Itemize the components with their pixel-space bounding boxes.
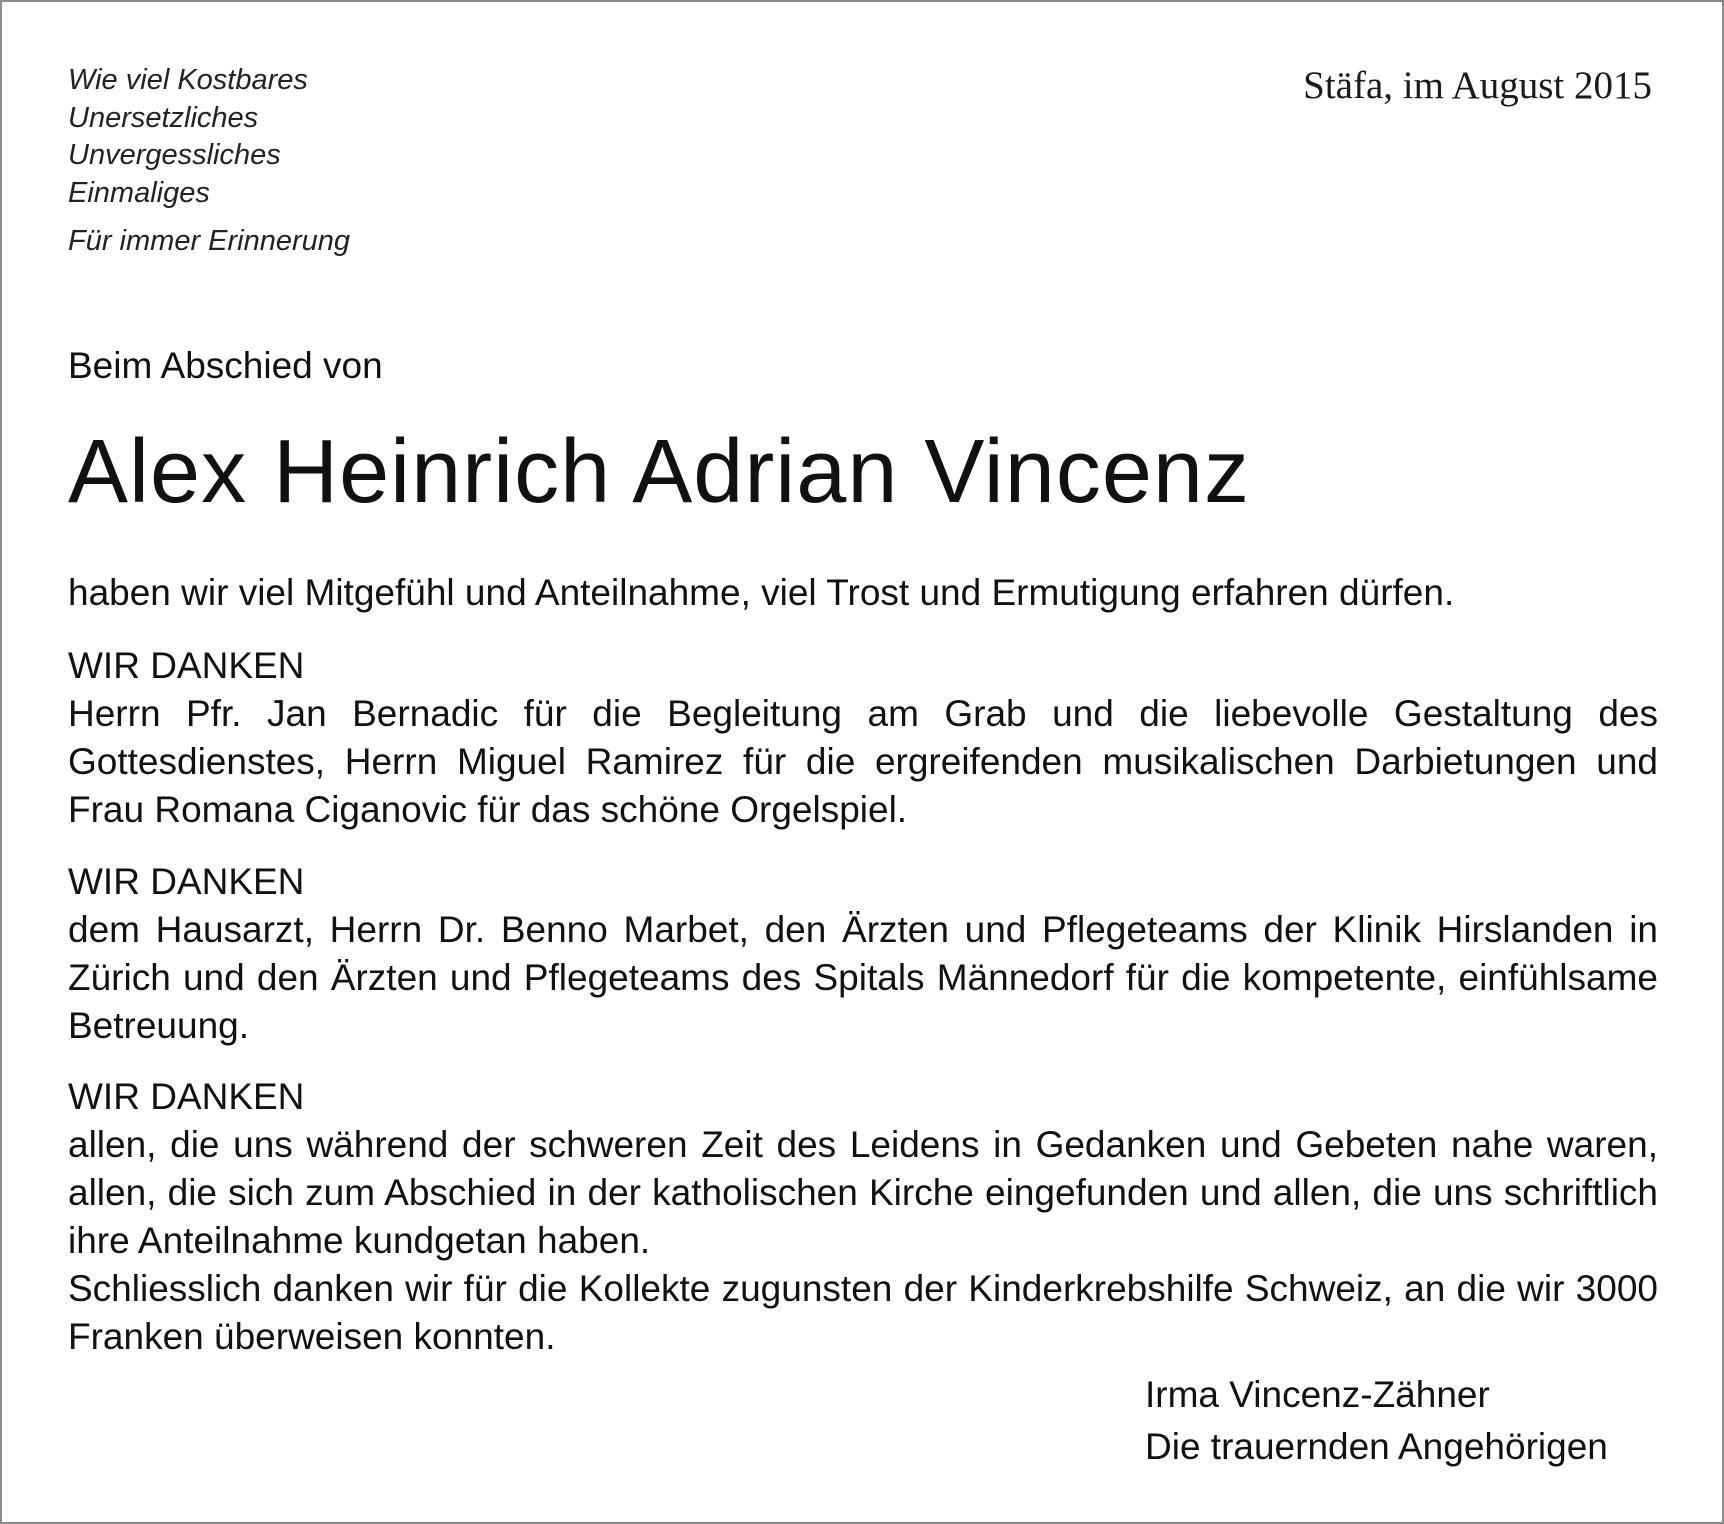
thanks-paragraph: allen, die uns während der schweren Zeit des Leidens in Gedanken und Gebeten nahe waren, allen, die sich zum Abschied in der katholischen Kirche eingefunden und allen, die uns schriftlich ihre Anteilnahme kundgetan haben. xyxy=(68,1124,1658,1261)
thanks-heading: WIR DANKEN xyxy=(68,1076,305,1117)
thanks-section xyxy=(68,858,1658,1050)
thanks-paragraph: dem Hausarzt, Herrn Dr. Benno Marbet, den Ärzten und Pflegeteams der Klinik Hirslanden in Zürich und den Ärzten und Pflegeteams des Spitals Männedorf für die kompetente, einfühlsame Betreuung. xyxy=(68,909,1658,1046)
place-and-date: Stäfa, im August 2015 xyxy=(1303,64,1652,107)
thanks-paragraph: Herrn Pfr. Jan Bernadic für die Begleitung am Grab und die liebevolle Gestaltung des Gottesdienstes, Herrn Miguel Ramirez für die ergreifenden musikalischen Darbietungen und Frau Romana Ciganovic für das schöne Orgelspiel. xyxy=(68,693,1658,830)
thanks-section xyxy=(68,642,1658,834)
lead-sentence: haben wir viel Mitgefühl und Anteilnahme, viel Trost und Ermutigung erfahren dürfen. xyxy=(68,572,1455,613)
poem-closing-line: Für immer Erinnerung xyxy=(68,225,351,257)
signature-family: Die trauernden Angehörigen xyxy=(1145,1426,1608,1467)
thanks-section xyxy=(68,1073,1658,1361)
poem-line: Unvergessliches xyxy=(68,139,281,171)
memorial-poem xyxy=(68,62,350,261)
donation-paragraph: Schliesslich danken wir für die Kollekte zugunsten der Kinderkrebshilfe Schweiz, an die wir 3000 Franken überweisen konnten. xyxy=(68,1268,1658,1357)
poem-line: Einmaliges xyxy=(68,176,210,209)
intro-line: Beim Abschied von xyxy=(68,345,383,386)
signature-block xyxy=(1145,1369,1608,1473)
thanks-heading: WIR DANKEN xyxy=(68,861,305,902)
deceased-name: Alex Heinrich Adrian Vincenz xyxy=(68,422,1250,522)
thanks-heading: WIR DANKEN xyxy=(68,645,305,686)
signature-name: Irma Vincenz-Zähner xyxy=(1145,1374,1490,1415)
poem-line: Unersetzliches xyxy=(68,101,259,134)
poem-line: Wie viel Kostbares xyxy=(68,64,308,96)
